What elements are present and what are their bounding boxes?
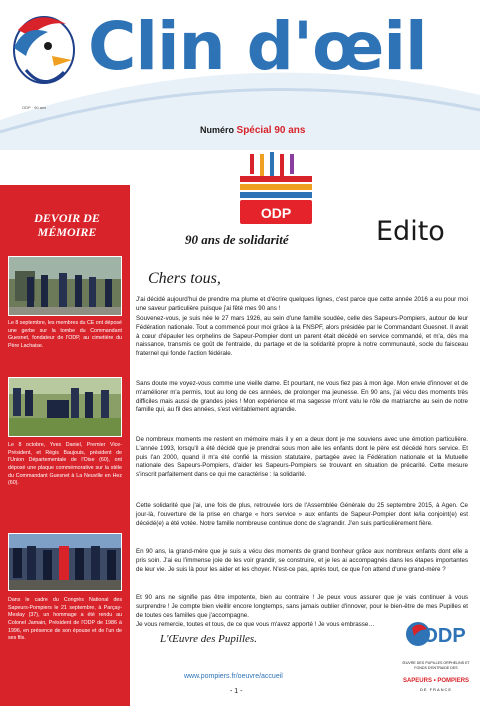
page-number: - 1 - [230,688,243,695]
photo-tribute [8,533,122,591]
paragraph-3: Sans doute me voyez-vous comme une vieille dame. Et pourtant, ne vous fiez pas à mon âge. Mon envie d'innover et de m'améliorer m'a permis, tout au long de ces années, de prolonger ma jeunesse. En 90 ans, j'ai vécu des moments très difficiles mais aussi de grandes joies ! Mon expérience et ma sagesse m'ont valu le rôle de matriarche au sein de notre famille qui, au fil des années, s'est véritablement agrandie. [136,380,468,414]
odp-mascot-logo [8,10,82,110]
anniversary-tagline: 90 ans de solidarité [185,232,289,247]
paragraph-8: Je vous remercie, toutes et tous, de ce que vous m'avez apporté ! Je vous embrasse… [136,621,375,628]
salutation: Chers tous, [148,270,221,287]
paragraph-1: J'ai décidé aujourd'hui de prendre ma plume et d'écrire quelques lignes, c'est parce que cette année 2016 a eu pour moi une saveur particulière puisque j'ai fêté mes 90 ans ! [136,296,468,312]
issue-label [200,125,305,136]
paragraph-7: Et 90 ans ne signifie pas être impotente, bien au contraire ! Je peux vous assurer que je vais continuer à vous surprendre ! Je compte bien vieillir encore longtemps, sans jamais oublier d'innover, pour le bien-être de mes Pupilles et de toutes ces familles que j'accompagne. [136,594,468,619]
signature: L'Œuvre des Pupilles. [160,633,257,645]
anniversary-cake-logo [236,150,316,235]
paragraph-2: Souvenez-vous, je suis née le 27 mars 1926, au sein d'une famille soudée, celle des Sapeurs-Pompiers, autour de leur Fédération nationale. Tout a commencé pour moi grâce à la FNSPF, alors présidée par le Commandant Guesnet. Il avait à cœur d'épauler les orphelins de Sapeur-Pompier dont un parent était décédé en service commandé, et m'a, dès ma naissance, transmis ce goût de l'entraide, du partage et de la solidarité propre à notre communauté, socle du faisceau fraternel qui fonde l'action fédérale. [136,315,468,358]
cake-odp-text: ODP [260,205,292,221]
sidebar-title: DEVOIR DE MÉMOIRE [34,211,100,239]
caption-2: Le 8 octobre, Yves Daniel, Premier Vice-Président, et Régis Baujouis, président de l'Union Départementale de l'Oise (60), ont déposé une plaque commémorative sur la stèle du Commandant Guesnet à La Neuville en Hez (60). [8,442,122,487]
badge-line2: SAPEURS • POMPIERS [402,678,470,684]
edito-heading: Edito [376,216,445,247]
photo-plaque-ceremony [8,377,122,437]
photo-ceremony-grave [8,256,122,316]
paragraph-4: De nombreux moments me restent en mémoire mais il y en a deux dont je me souviens avec une émotion particulière. L'année 1993, lorsqu'il a été décidé que je prendrai sous mon aile les enfants dont le père est décédé hors service. Et puis l'an 2000, quand il m'a été confié la mission statutaire, partagée avec la Fédération nationale et la Mutuelle nationale des Sapeurs-Pompiers, d'aider les Sapeurs-Pompiers se trouvant en situation de précarité. Cette mesure s'inscrit parfaitement dans ce qui me caractérise : la solidarité. [136,436,468,479]
badge-line1: ŒUVRE DES PUPILLES ORPHELINS ET FONDS D'ENTRAIDE DES [402,661,470,670]
masthead-title: Clin d'œil [88,8,427,85]
paragraph-5: Cette solidarité que j'ai, une fois de plus, retrouvée lors de l'Assemblée Générale du 25 septembre 2015, à Agen. Ce jour-là, l'ouverture de la prise en charge « hors service » aux enfants de Sapeur-Pompier dont le/la conjoint(e) est décédé(e) a été votée. Notre famille nombreuse continue donc de s'agrandir. J'en suis particulièrement fière. [136,502,468,527]
website-link[interactable]: www.pompiers.fr/oeuvre/accueil [184,673,283,680]
logo-caption: ODP · 90 ans [22,105,47,110]
caption-1: Le 8 septembre, les membres du CE ont déposé une gerbe sur la tombe du Commandant Guesnet, fondateur de l'ODP, au cimetière du Père Lachaise. [8,320,122,350]
caption-3: Dans le cadre du Congrès National des Sapeurs-Pompiers le 21 septembre, à Parçay-Meslay (37), un hommage a été rendu au Colonel Jamain, Président de l'ODP de 1986 à 1996, en présence de son épouse et de l'un de ses fils. [8,597,122,642]
badge-line3: DE FRANCE [419,687,453,692]
issue-special: Spécial 90 ans [236,125,306,136]
issue-prefix: Numéro [200,125,235,135]
badge-odp-text: ODP [422,625,466,647]
paragraph-6: En 90 ans, la grand-mère que je suis a vécu des moments de grand bonheur grâce aux nombreux enfants dont elle a pris soin. J'ai eu l'immense joie de les voir grandir, se construire, et je les ai accompagnés dans les étapes importantes de leur vie. Je suis là pour les aider et les choyer. N'est-ce pas, après tout, ce que l'on attend d'une grand-mère ? [136,548,468,573]
